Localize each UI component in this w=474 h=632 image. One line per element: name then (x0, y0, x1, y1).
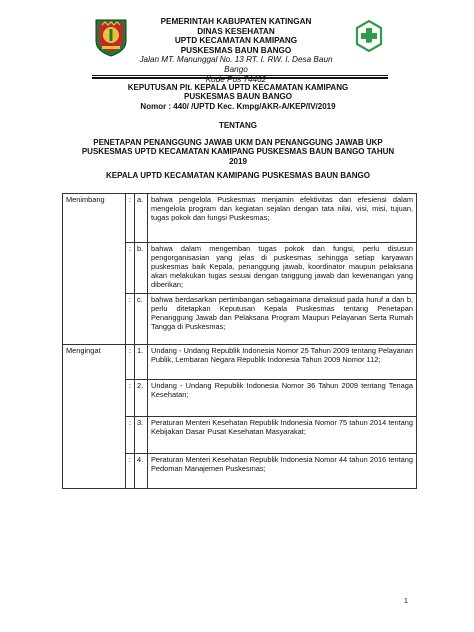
letterhead-divider (92, 75, 388, 76)
colon: : (126, 243, 135, 294)
decree-subject (60, 138, 416, 166)
item-number: 2. (135, 380, 148, 417)
item-number: a. (135, 194, 148, 243)
about-heading (60, 121, 416, 130)
item-number: 4. (135, 454, 148, 489)
subject-line2: PUSKESMAS UPTD KECAMATAN KAMIPANG PUSKESMAS BAUN BANGO TAHUN (81, 147, 395, 157)
item-number: c. (135, 294, 148, 345)
item-text: bahwa dalam mengemban tugas pokok dan fungsi, perlu disusun pengorganisasian yang jelas di puskesmas sehingga setiap karyawan puskesmas baik Kepala, penanggung jawab, koordinator maupun pelaksana akan melakukan tugas sesuai dengan tanggung jawab dan kewenangan yang diberikan; (148, 243, 417, 294)
unit-name: UPTD KECAMATAN KAMIPANG (174, 36, 298, 46)
colon: : (126, 194, 135, 243)
decree-title-line2: PUSKESMAS BAUN BANGO (183, 92, 292, 102)
item-text: Peraturan Menteri Kesehatan Republik Indonesia Nomor 75 tahun 2014 tentang Kebijakan Dasar Pusat Kesehatan Masyarakat; (148, 417, 417, 454)
subject-line3: 2019 (229, 156, 247, 166)
item-number: 3. (135, 417, 148, 454)
government-name: PEMERINTAH KABUPATEN KATINGAN (160, 17, 312, 26)
agency-name: DINAS KESEHATAN (197, 26, 275, 36)
item-text: Undang - Undang Republik Indonesia Nomor 25 Tahun 2009 tentang Pelayanan Publik, Lembaran Negara Republik Indonesia Tahun 2009 Nomor 112; (148, 345, 417, 380)
menimbang-label: Menimbang (63, 194, 126, 345)
item-text: Undang - Undang Republik Indonesia Nomor 36 Tahun 2009 tentang Tenaga Kesehatan; (148, 380, 417, 417)
page-number: 1 (404, 598, 408, 605)
authority-label: KEPALA UPTD KECAMATAN KAMIPANG PUSKESMAS BAUN BANGO (106, 171, 370, 180)
decree-title (60, 83, 416, 111)
colon: : (126, 345, 135, 380)
about-label: TENTANG (218, 121, 258, 130)
decree-title-line1: KEPUTUSAN Plt. KEPALA UPTD KECAMATAN KAMIPANG (127, 83, 349, 92)
colon: : (126, 294, 135, 345)
decree-number: Nomor : 440/ /UPTD Kec. Kmpg/AKR-A/KEP/IV/2019 (140, 101, 336, 111)
address: Jalan MT. Manunggal No. 13 RT. I. RW. I. Desa Baun Bango (139, 55, 333, 74)
health-cross-icon (354, 19, 384, 53)
table-row (63, 194, 417, 243)
item-number: b. (135, 243, 148, 294)
katingan-regency-crest-icon (93, 17, 129, 57)
item-text: bahwa berdasarkan pertimbangan sebagaimana dimaksud pada huruf a dan b, perlu ditetapkan Keputusan Kepala Puskesmas tentang Penetapan Penanggung Jawab dan Pelaksana Program Maupun Pelayanan Serta Rumah Tangga di Puskesmas; (148, 294, 417, 345)
considerations-table (62, 193, 417, 489)
table-row (63, 345, 417, 380)
colon: : (126, 417, 135, 454)
puskesmas-name: PUSKESMAS BAUN BANGO (180, 45, 292, 55)
postcode: Kode Pos 74462 (205, 74, 267, 84)
letterhead-divider-thick (92, 77, 388, 79)
subject-line1: PENETAPAN PENANGGUNG JAWAB UKM DAN PENANGGUNG JAWAB UKP (93, 138, 383, 147)
mengingat-label: Mengingat (63, 345, 126, 489)
item-number: 1. (135, 345, 148, 380)
item-text: bahwa pengelola Puskesmas menjamin efektivitas dan efesiensi dalam mengelola program dan kegiatan sejalan dengan tata nilai, visi, misi, tujuan, tugas pokok dan fungsi Puskesmas; (148, 194, 417, 243)
colon: : (126, 454, 135, 489)
item-text: Peraturan Menteri Kesehatan Republik Indonesia Nomor 44 tahun 2016 tentang Pedoman Manajemen Puskesmas; (148, 454, 417, 489)
colon: : (126, 380, 135, 417)
authority-heading (60, 171, 416, 180)
